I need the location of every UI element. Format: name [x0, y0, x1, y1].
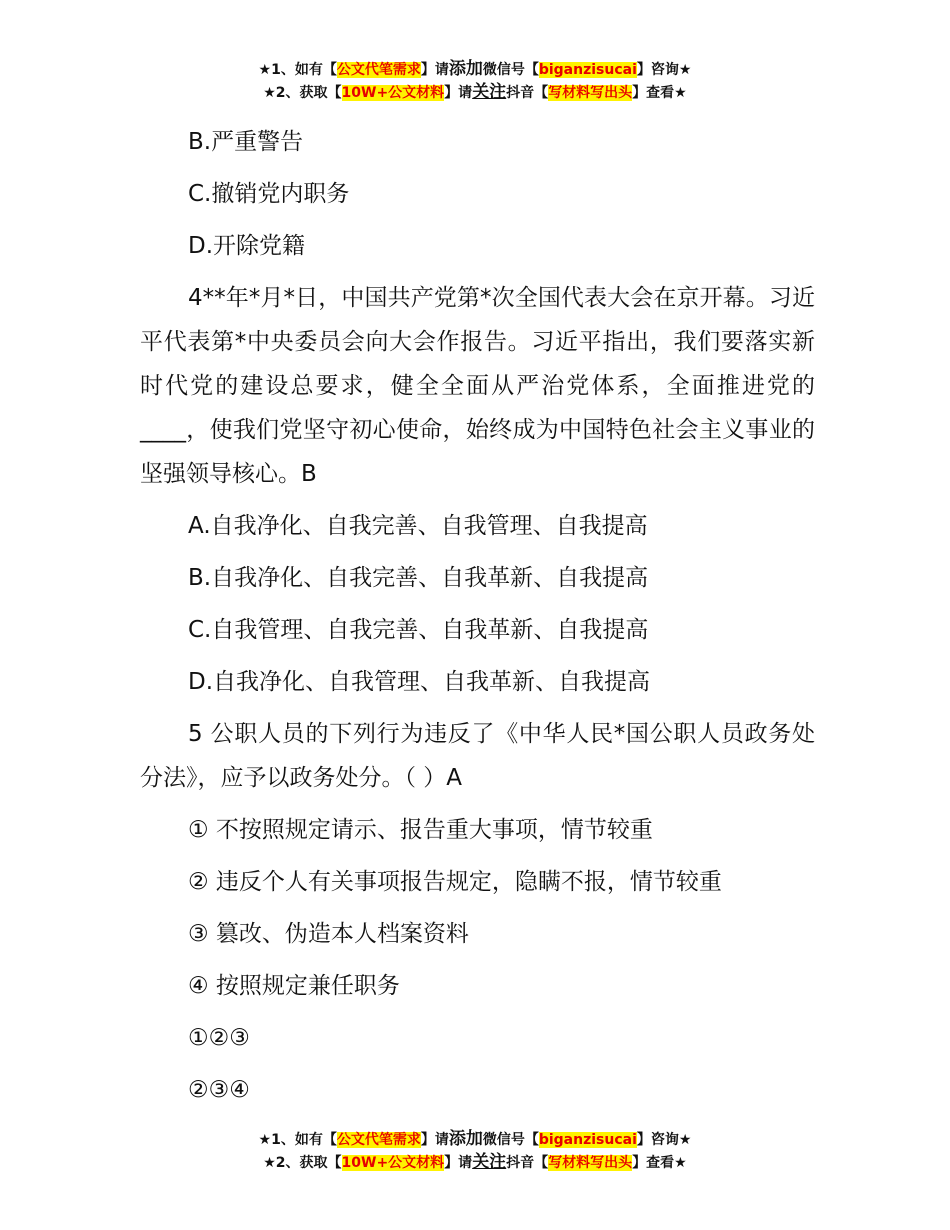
q5-item-3: ③ 篡改、伪造本人档案资料: [188, 921, 469, 947]
banner-text: 】咨询★: [636, 1132, 692, 1148]
banner-highlight: biganzisucai: [538, 62, 637, 78]
banner-line-1: [0, 1128, 950, 1151]
q3-option-c: C.撤销党内职务: [188, 181, 350, 207]
banner-line-2: [0, 1151, 950, 1174]
banner-text: 】请: [420, 1132, 449, 1148]
q3-option-b: B.严重警告: [188, 129, 304, 155]
banner-emphasis: 添加: [448, 1129, 483, 1149]
banner-text: ★1、如有【: [258, 62, 337, 78]
banner-text: 抖音【: [506, 85, 549, 101]
q4-option-b: B.自我净化、自我完善、自我革新、自我提高: [188, 565, 649, 591]
banner-highlight: 写材料写出头: [548, 1155, 633, 1171]
q5-item-4: ④ 按照规定兼任职务: [188, 973, 400, 999]
header-banner: [0, 58, 950, 104]
footer-banner: [0, 1128, 950, 1174]
q4-option-a: A.自我净化、自我完善、自我管理、自我提高: [188, 513, 648, 539]
banner-highlight: 10W+公文材料: [341, 1155, 445, 1171]
banner-line-2: [0, 81, 950, 104]
banner-highlight: 公文代笔需求: [336, 62, 421, 78]
banner-highlight: 公文代笔需求: [336, 1132, 421, 1148]
banner-text: 】查看★: [632, 1155, 687, 1171]
banner-line-1: [0, 58, 950, 81]
q5-item-2: ② 违反个人有关事项报告规定，隐瞒不报，情节较重: [188, 869, 722, 895]
banner-emphasis: 关注: [472, 1152, 507, 1172]
banner-emphasis: 添加: [448, 59, 483, 79]
banner-text: 微信号【: [482, 1132, 539, 1148]
banner-text: 】咨询★: [636, 62, 692, 78]
q3-option-d: D.开除党籍: [188, 233, 306, 259]
q4-option-d: D.自我净化、自我管理、自我革新、自我提高: [188, 669, 651, 695]
banner-text: ★2、获取【: [263, 1155, 342, 1171]
banner-text: ★1、如有【: [258, 1132, 337, 1148]
banner-text: 】查看★: [632, 85, 687, 101]
banner-highlight: biganzisucai: [538, 1132, 637, 1148]
q5-choice-a: ①②③: [188, 1025, 250, 1051]
document-body: [140, 120, 815, 1120]
question-5: 5 公职人员的下列行为违反了《中华人民*国公职人员政务处分法》，应予以政务处分。（ ）A: [140, 721, 815, 791]
question-4: 4**年*月*日，中国共产党第*次全国代表大会在京开幕。习近平代表第*中央委员会向大会作报告。习近平指出，我们要落实新时代党的建设总要求，健全全面从严治党体系，全面推进党的____，使我们党坚守初心使命，始终成为中国特色社会主义事业的坚强领导核心。B: [140, 285, 815, 487]
banner-highlight: 写材料写出头: [548, 85, 633, 101]
banner-emphasis: 关注: [472, 82, 507, 102]
q4-option-c: C.自我管理、自我完善、自我革新、自我提高: [188, 617, 649, 643]
banner-text: 抖音【: [506, 1155, 549, 1171]
banner-text: 微信号【: [482, 62, 539, 78]
q5-choice-b: ②③④: [188, 1077, 250, 1103]
banner-text: 】请: [444, 85, 473, 101]
banner-text: 】请: [420, 62, 449, 78]
banner-text: ★2、获取【: [263, 85, 342, 101]
banner-text: 】请: [444, 1155, 473, 1171]
banner-highlight: 10W+公文材料: [341, 85, 445, 101]
q5-item-1: ① 不按照规定请示、报告重大事项，情节较重: [188, 817, 653, 843]
